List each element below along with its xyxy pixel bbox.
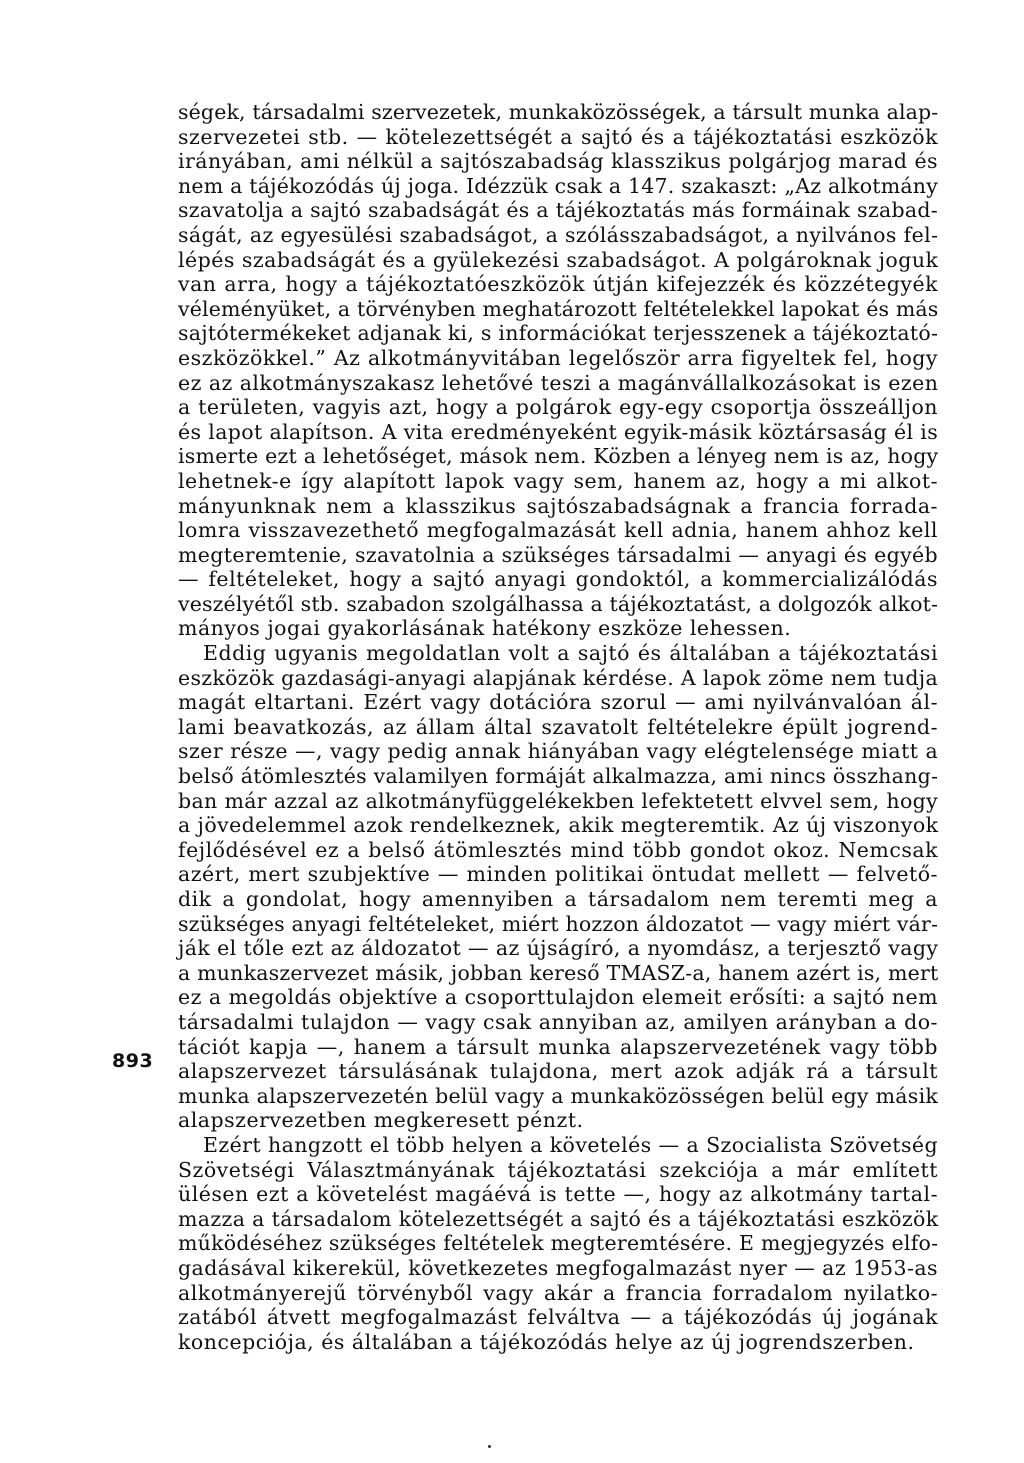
text-line: munka alapszervezetén belül vagy a munkaközösségen belül egy másik bbox=[178, 1083, 939, 1108]
text-line: nem a tájékozódás új joga. Idézzük csak a 147. szakaszt: „Az alkotmány bbox=[178, 173, 938, 198]
text-line: szer része —, vagy pedig annak hiányában vagy elégtelensége miatt a bbox=[178, 739, 939, 764]
page-number: 893 bbox=[112, 1050, 154, 1072]
text-line: veszélyétől stb. szabadon szolgálhassa a tájékoztatást, a dolgozók alkot- bbox=[178, 591, 938, 616]
text-line: lami beavatkozás, az állam által szavatolt feltételekre épült jogrend- bbox=[178, 714, 938, 739]
text-line: ez az alkotmányszakasz lehetővé teszi a magánvállalkozásokat is ezen bbox=[178, 370, 939, 395]
text-line: ják el tőle ezt az áldozatot — az újságíró, a nyomdász, a terjesztő vagy bbox=[178, 936, 939, 961]
text-line: gadásával kikerekül, következetes megfogalmazást nyer — az 1953-as bbox=[178, 1255, 938, 1280]
text-line: azért, mert szubjektíve — minden politikai öntudat mellett — felvető- bbox=[178, 862, 938, 887]
text-line: ülésen ezt a követelést magáévá is tette —, hogy az alkotmány tartal- bbox=[178, 1182, 938, 1207]
text-line: Szövetségi Választmányának tájékoztatási szekciója a már említett bbox=[178, 1157, 938, 1182]
text-line: működéséhez szükséges feltételek megteremtésére. E megjegyzés elfo- bbox=[178, 1231, 939, 1256]
text-line: Eddig ugyanis megoldatlan volt a sajtó és általában a tájékoztatási bbox=[203, 641, 938, 666]
text-line: lomra visszavezethető megfogalmazását kell adnia, hanem ahhoz kell bbox=[178, 518, 938, 543]
text-line: mányunknak nem a klasszikus sajtószabadságnak a francia forrada- bbox=[178, 493, 938, 518]
text-line: ismerte ezt a lehetőséget, mások nem. Közben a lényeg nem is az, hogy bbox=[178, 444, 939, 469]
text-line: koncepciója, és általában a tájékozódás helye az új jogrendszerben. bbox=[178, 1329, 915, 1354]
paragraph-2 bbox=[178, 641, 938, 1133]
text-line: megteremtenie, szavatolnia a szükséges társadalmi — anyagi és egyéb bbox=[178, 542, 938, 567]
text-line: a jövedelemmel azok rendelkeznek, akik megteremtik. Az új viszonyok bbox=[178, 813, 939, 838]
text-line: a munkaszervezet másik, jobban kereső TMASZ-a, hanem azért is, mert bbox=[178, 960, 939, 985]
text-line: tációt kapja —, hanem a társult munka alapszervezetének vagy több bbox=[178, 1034, 938, 1059]
text-line: szükséges anyagi feltételeket, miért hozzon áldozatot — vagy miért vár- bbox=[178, 911, 939, 936]
text-line: van arra, hogy a tájékoztatóeszközök útján kifejezzék és közzétegyék bbox=[178, 272, 938, 297]
text-line: ságát, az egyesülési szabadságot, a szólásszabadságot, a nyilvános fel- bbox=[178, 222, 939, 247]
text-line: és lapot alapítson. A vita eredményeként egyik-másik köztársaság él is bbox=[178, 419, 939, 444]
text-line: sajtótermékeket adjanak ki, s információkat terjesszenek a tájékoztató- bbox=[178, 321, 939, 346]
text-line: társadalmi tulajdon — vagy csak annyiban az, amilyen arányban a do- bbox=[178, 1009, 938, 1034]
text-line: szervezetei stb. — kötelezettségét a sajtó és a tájékoztatási eszközök bbox=[178, 124, 938, 149]
text-line: mazza a társadalom kötelezettségét a sajtó és a tájékoztatási eszközök bbox=[178, 1206, 939, 1231]
text-line: fejlődésével ez a belső átömlesztés mind több gondot okoz. Nemcsak bbox=[178, 837, 938, 862]
text-line: Ezért hangzott el több helyen a követelés — a Szocialista Szövetség bbox=[203, 1132, 938, 1157]
body-text bbox=[178, 100, 938, 1354]
text-line: lehetnek-e így alapított lapok vagy sem, hanem az, hogy a mi alkot- bbox=[178, 468, 938, 493]
paragraph-1 bbox=[178, 100, 938, 641]
text-line: lépés szabadságát és a gyülekezési szabadságot. A polgároknak joguk bbox=[178, 247, 939, 272]
text-line: ségek, társadalmi szervezetek, munkaközösségek, a társult munka alap- bbox=[178, 100, 939, 124]
text-line: zatából átvett megfogalmazást felváltva — a tájékozódás új jogának bbox=[178, 1305, 938, 1330]
text-line: irányában, ami nélkül a sajtószabadság klasszikus polgárjog marad és bbox=[178, 149, 939, 174]
text-line: belső átömlesztés valamilyen formáját alkalmazza, ami nincs összhang- bbox=[178, 764, 939, 789]
print-speck bbox=[488, 1445, 491, 1448]
text-line: alapszervezet társulásának tulajdona, mert azok adják rá a társult bbox=[178, 1059, 938, 1084]
text-line: véleményüket, a törvényben meghatározott feltételekkel lapokat és más bbox=[178, 296, 939, 321]
text-line: eszközökkel.” Az alkotmányvitában legelőször arra figyeltek fel, hogy bbox=[178, 345, 938, 370]
text-line: — feltételeket, hogy a sajtó anyagi gondoktól, a kommercializálódás bbox=[178, 567, 938, 592]
paragraph-3 bbox=[178, 1133, 938, 1354]
text-line: eszközök gazdasági-anyagi alapjának kérdése. A lapok zöme nem tudja bbox=[178, 665, 938, 690]
text-line: alkotmányerejű törvényből vagy akár a francia forradalom nyilatko- bbox=[178, 1280, 938, 1305]
text-line: dik a gondolat, hogy amennyiben a társadalom nem teremti meg a bbox=[178, 887, 938, 911]
text-line: alapszervezetben megkeresett pénzt. bbox=[178, 1108, 584, 1133]
text-line: a területen, vagyis azt, hogy a polgárok egy-egy csoportja összeálljon bbox=[178, 395, 938, 420]
text-line: ez a megoldás objektíve a csoporttulajdon elemeit erősíti: a sajtó nem bbox=[178, 985, 938, 1010]
text-line: mányos jogai gyakorlásának hatékony eszköze lehessen. bbox=[178, 616, 792, 641]
text-line: magát eltartani. Ezért vagy dotációra szorul — ami nyilvánvalóan ál- bbox=[178, 690, 938, 715]
text-line: ban már azzal az alkotmányfüggelékekben lefektetett elvvel sem, hogy bbox=[178, 788, 938, 813]
text-line: szavatolja a sajtó szabadságát és a tájékoztatás más formáinak szabad- bbox=[178, 198, 938, 223]
